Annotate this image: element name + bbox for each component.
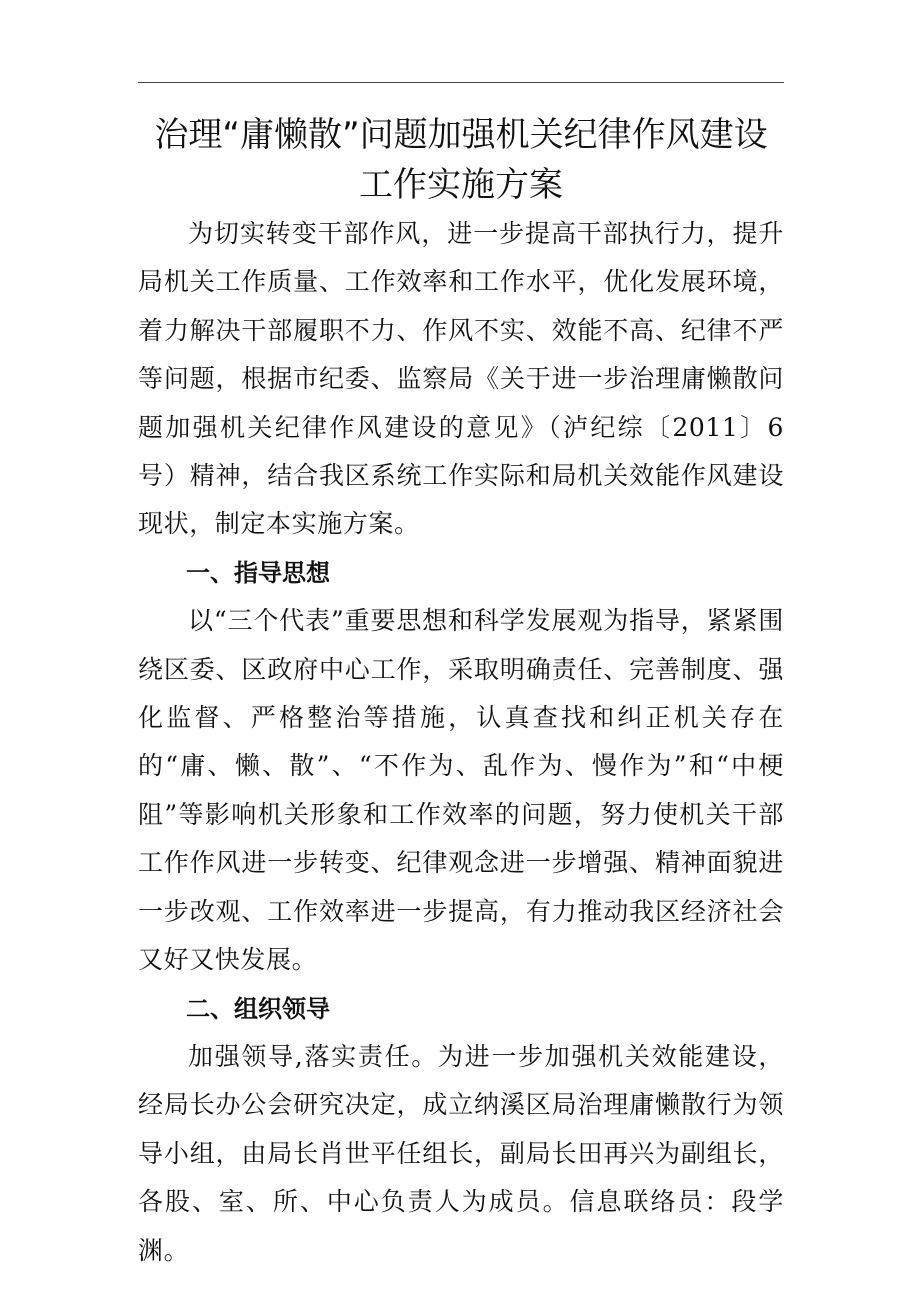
section-heading-organization: 二、组织领导: [186, 994, 330, 1023]
document-body: [138, 210, 784, 1275]
section-paragraph-organization: 加强领导,落实责任。为进一步加强机关效能建设，经局长办公会研究决定，成立纳溪区局治理庸懒散行为领导小组，由局长肖世平任组长，副局长田再兴为副组长，各股、室、所、中心负责人为成员。信息联络员：段学渊。: [138, 1041, 784, 1265]
intro-paragraph: 为切实转变干部作风，进一步提高干部执行力，提升局机关工作质量、工作效率和工作水平，优化发展环境，着力解决干部履职不力、作风不实、效能不高、纪律不严等问题，根据市纪委、监察局《关于进一步治理庸懒散问题加强机关纪律作风建设的意见》（泸纪综〔2011〕6 号）精神，结合我区系统工作实际和局机关效能作风建设现状，制定本实施方案。: [138, 219, 784, 539]
header-rule: [138, 82, 784, 83]
section-heading-guiding-ideology: 一、指导思想: [186, 558, 330, 587]
section-paragraph-guiding-ideology: 以“三个代表”重要思想和科学发展观为指导，紧紧围绕区委、区政府中心工作，采取明确责任、完善制度、强化监督、严格整治等措施，认真查找和纠正机关存在的“庸、懒、散”、“不作为、乱作为、慢作为”和“中梗阻”等影响机关形象和工作效率的问题，努力使机关干部工作作风进一步转变、纪律观念进一步增强、精神面貌进一步改观、工作效率进一步提高，有力推动我区经济社会又好又快发展。: [138, 606, 784, 975]
document-title: 治理“庸懒散”问题加强机关纪律作风建设工作实施方案: [154, 115, 768, 205]
